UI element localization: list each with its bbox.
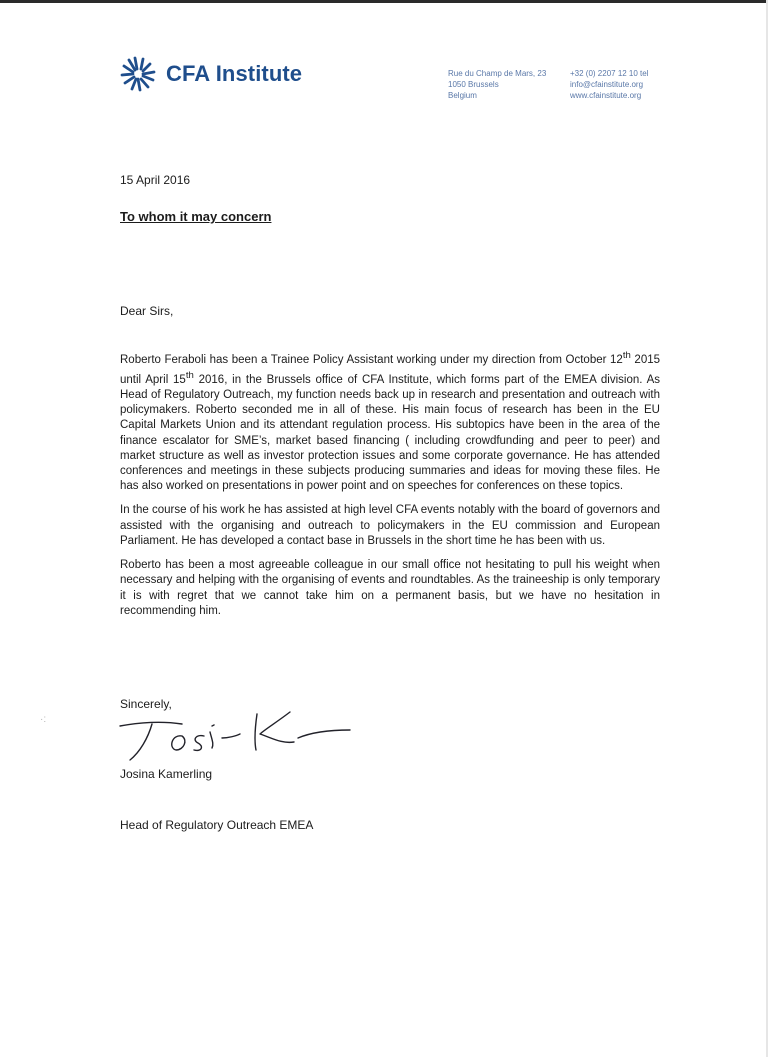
letter-closing: Sincerely, [120,697,172,711]
handwritten-signature [112,688,362,770]
ordinal-suffix: th [185,370,194,382]
cfa-globe-icon [118,54,158,94]
ordinal-suffix: th [622,350,631,361]
paragraph-text: Roberto Feraboli has been a Trainee Policy Assistant working under my direction from October 12 [120,353,623,366]
body-paragraph [120,348,660,494]
address-line: Rue du Champ de Mars, 23 [448,69,547,78]
office-address [448,68,546,101]
scan-speck: ·: [40,714,47,725]
body-paragraph: Roberto has been a most agreeable colleague in our small office not hesitating to pull his weight when necessary and helping with the organising of events and roundtables. As the traineeship is only temporary it is with regret that we cannot take him on a permanent basis, but we have no hesitation in recommending him. [120,559,660,617]
signatory-name: Josina Kamerling [120,767,213,781]
signatory-title: Head of Regulatory Outreach EMEA [120,818,314,832]
contact-details [570,68,649,101]
letter-date: 15 April 2016 [120,173,191,187]
website: www.cfainstitute.org [570,91,642,100]
address-line: 1050 Brussels [448,80,499,89]
scan-edge-top [0,0,768,3]
address-line: Belgium [448,91,477,100]
email-address: info@cfainstitute.org [570,80,644,89]
letter-greeting: Dear Sirs, [120,304,174,318]
body-paragraph: In the course of his work he has assisted at high level CFA events notably with the board of governors and assisted with the organising and outreach to policymakers in the EU commission and European Parliament. He has developed a contact base in Brussels in the short time he has been with us. [120,504,660,547]
paragraph-text: 2015 until April 15 [120,353,661,386]
cfa-logo [118,54,302,94]
phone-number: +32 (0) 2207 12 10 tel [570,69,649,78]
letter-subject: To whom it may concern [120,209,272,224]
letter-body [120,348,660,628]
org-name: CFA Institute [166,61,303,86]
paragraph-text: 2016, in the Brussels office of CFA Institute, which forms part of the EMEA division. As Head of Regulatory Outreach, my function needs back up in research and presentation and outreach with policymakers. Roberto seconded me in all of these. His main focus of research has been in the EU Capital Markets Union and its attendant regulation process. His subtopics have been in the area of the finance escalator for SME’s, market based financing ( including crowdfunding and peer to peer) and market structure as well as investor protection issues and some corporate governance. He has attended conferences and meetings in these subjects producing summaries and ideas for moving these files. He has also worked on presentations in power point and on speeches for conferences on these topics. [120,373,660,493]
